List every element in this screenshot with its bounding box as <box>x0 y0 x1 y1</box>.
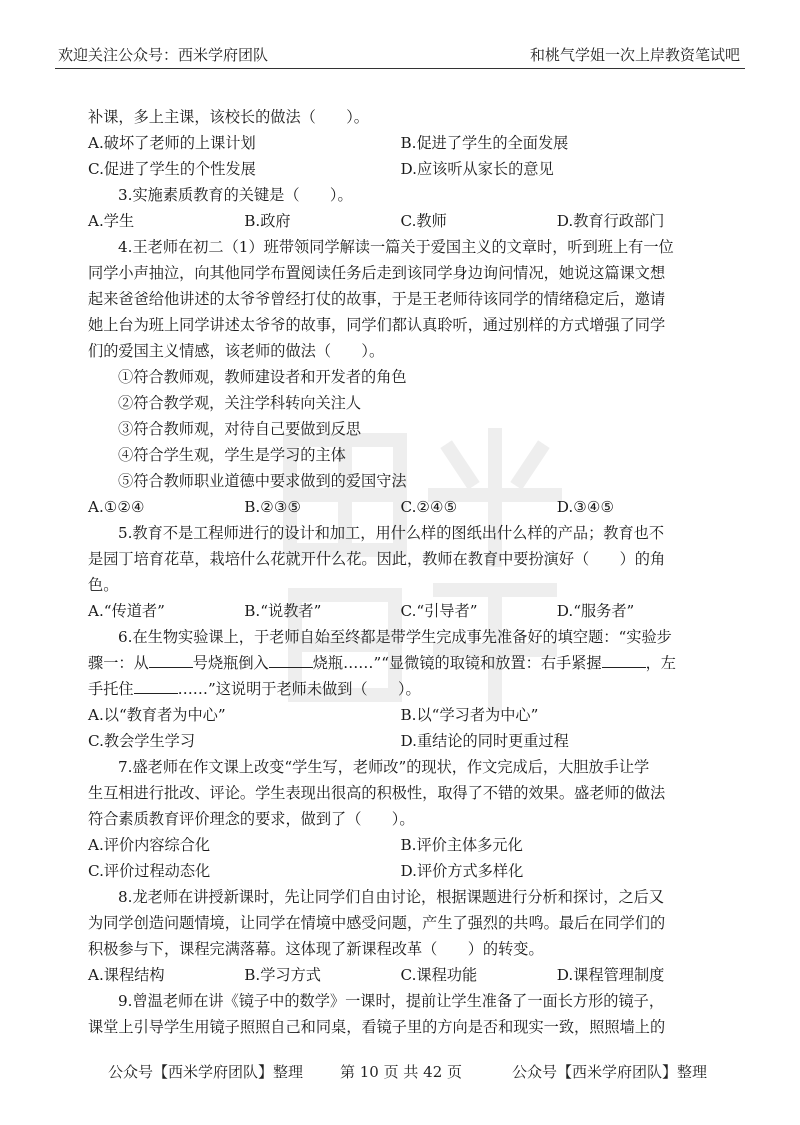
page-number: 第 10 页 共 42 页 <box>340 1063 463 1081</box>
q3-option-b: B.政府 <box>244 212 291 230</box>
header-left-text: 欢迎关注公众号：西米学府团队 <box>58 46 269 64</box>
q6-stem-line-1: 6.在生物实验课上，于老师自始至终都是带学生完成事先准备好的填空题：“实验步 <box>118 628 672 646</box>
q8-option-c: C.课程功能 <box>400 966 478 984</box>
q5-stem-line-3: 色。 <box>88 576 119 594</box>
q5-option-c: C.“引导者” <box>400 602 478 620</box>
q9-stem-line-2: 课堂上引导学生用镜子照照自己和同桌，看镜子里的方向是否和现实一致，照照墙上的 <box>88 1018 666 1036</box>
q7-stem-line-2: 生互相进行批改、评论。学生表现出很高的积极性，取得了不错的效果。盛老师的做法 <box>88 784 666 802</box>
q4-stem-line-2: 同学小声抽泣，向其他同学布置阅读任务后走到该同学身边询问情况，她说这篇课文想 <box>88 264 666 282</box>
q4-statement-5: ⑤符合教师职业道德中要求做到的爱国守法 <box>118 472 407 490</box>
q4-statement-2: ②符合教学观，关注学科转向关注人 <box>118 394 361 412</box>
q4-statement-4: ④符合学生观，学生是学习的主体 <box>118 446 346 464</box>
q2-option-a: A.破坏了老师的上课计划 <box>88 134 256 152</box>
q6-option-c: C.教会学生学习 <box>88 732 196 750</box>
footer-left-text: 公众号【西米学府团队】整理 <box>108 1063 304 1081</box>
q4-stem-line-5: 们的爱国主义情感，该老师的做法（ ）。 <box>88 342 385 360</box>
q6-options-row-2 <box>88 728 713 754</box>
q6-option-b: B.以“学习者为中心” <box>400 706 539 724</box>
header-divider <box>55 68 745 69</box>
q6-blank-1 <box>149 650 193 668</box>
q7-stem-line-1: 7.盛老师在作文课上改变“学生写，老师改”的现状，作文完成后，大胆放手让学 <box>118 758 650 776</box>
q3-option-d: D.教育行政部门 <box>556 212 665 230</box>
q8-stem-line-1: 8.龙老师在讲授新课时，先让同学们自由讨论，根据课题进行分析和探讨，之后又 <box>118 888 665 906</box>
q5-stem-line-1: 5.教育不是工程师进行的设计和加工，用什么样的图纸出什么样的产品；教育也不 <box>118 524 665 542</box>
footer-right-text: 公众号【西米学府团队】整理 <box>512 1063 708 1081</box>
q3-option-a: A.学生 <box>88 212 135 230</box>
question-content <box>88 104 713 1040</box>
q3-options-row <box>88 208 713 234</box>
q4-options-row <box>88 494 713 520</box>
q8-options-row <box>88 962 713 988</box>
q4-option-b: B.②③⑤ <box>244 498 302 516</box>
q7-option-d: D.评价方式多样化 <box>400 862 524 880</box>
q2-option-d: D.应该听从家长的意见 <box>400 160 554 178</box>
q8-option-a: A.课程结构 <box>88 966 165 984</box>
q7-option-a: A.评价内容综合化 <box>88 836 211 854</box>
q6-line2-part-b: 号烧瓶倒入 <box>192 654 269 672</box>
q6-option-d: D.重结论的同时更重过程 <box>400 732 569 750</box>
q2-stem-continuation: 补课，多上主课，该校长的做法（ ）。 <box>88 108 369 126</box>
q6-stem-line-2 <box>88 650 713 676</box>
q8-option-d: D.课程管理制度 <box>556 966 665 984</box>
q6-options-row-1 <box>88 702 713 728</box>
q4-stem-line-1: 4.王老师在初二（1）班带领同学解读一篇关于爱国主义的文章时，听到班上有一位 <box>118 238 674 256</box>
q4-option-a: A.①②④ <box>88 498 145 516</box>
q4-stem-line-3: 起来爸爸给他讲述的太爷爷曾经打仗的故事，于是王老师待该同学的情绪稳定后，邀请 <box>88 290 666 308</box>
q5-stem-line-2: 是园丁培育花草，栽培什么花就开什么花。因此，教师在教育中要扮演好（ ）的角 <box>88 550 666 568</box>
q7-stem-line-3: 符合素质教育评价理念的要求，做到了（ ）。 <box>88 810 415 828</box>
q4-stem-line-4: 她上台为班上同学讲述太爷爷的故事，同学们都认真聆听，通过别样的方式增强了同学 <box>88 316 666 334</box>
q6-option-a: A.以“教育者为中心” <box>88 706 226 724</box>
q7-option-c: C.评价过程动态化 <box>88 862 211 880</box>
q6-line3-part-a: 手托住 <box>88 680 134 698</box>
q5-option-b: B.“说教者” <box>244 602 322 620</box>
q4-statement-1: ①符合教师观，教师建设者和开发者的角色 <box>118 368 407 386</box>
q8-stem-line-3: 积极参与下，课程完满落幕。这体现了新课程改革（ ）的转变。 <box>88 940 544 958</box>
q6-line2-part-c: 烧瓶……”“显微镜的取镜和放置：右手紧握 <box>312 654 602 672</box>
q9-stem-line-1: 9.曾温老师在讲《镜子中的数学》一课时，提前让学生准备了一面长方形的镜子， <box>118 992 665 1010</box>
q4-statement-3: ③符合教师观，对待自己要做到反思 <box>118 420 361 438</box>
q8-option-b: B.学习方式 <box>244 966 321 984</box>
q4-option-c: C.②④⑤ <box>400 498 458 516</box>
q6-blank-4 <box>134 676 178 694</box>
q3-option-c: C.教师 <box>400 212 447 230</box>
q6-stem-line-3 <box>88 676 713 702</box>
q6-line2-part-d: ，左 <box>645 654 676 672</box>
q6-line3-part-b: ……”这说明于老师未做到（ ）。 <box>177 680 421 698</box>
q5-option-d: D.“服务者” <box>556 602 635 620</box>
q7-options-row-1 <box>88 832 713 858</box>
q4-option-d: D.③④⑤ <box>556 498 615 516</box>
q8-stem-line-2: 为同学创造问题情境，让同学在情境中感受问题，产生了强烈的共鸣。最后在同学们的 <box>88 914 666 932</box>
q3-stem: 3.实施素质教育的关键是（ ）。 <box>118 186 353 204</box>
q6-blank-3 <box>602 650 646 668</box>
q5-options-row <box>88 598 713 624</box>
header-right-text: 和桃气学姐一次上岸教资笔试吧 <box>529 46 740 64</box>
q2-option-b: B.促进了学生的全面发展 <box>400 134 569 152</box>
q7-options-row-2 <box>88 858 713 884</box>
q5-option-a: A.“传道者” <box>88 602 165 620</box>
q2-options-row-2 <box>88 156 713 182</box>
q2-options-row-1 <box>88 130 713 156</box>
q7-option-b: B.评价主体多元化 <box>400 836 523 854</box>
q6-line2-part-a: 骤一：从 <box>88 654 149 672</box>
q6-blank-2 <box>269 650 313 668</box>
q2-option-c: C.促进了学生的个性发展 <box>88 160 256 178</box>
